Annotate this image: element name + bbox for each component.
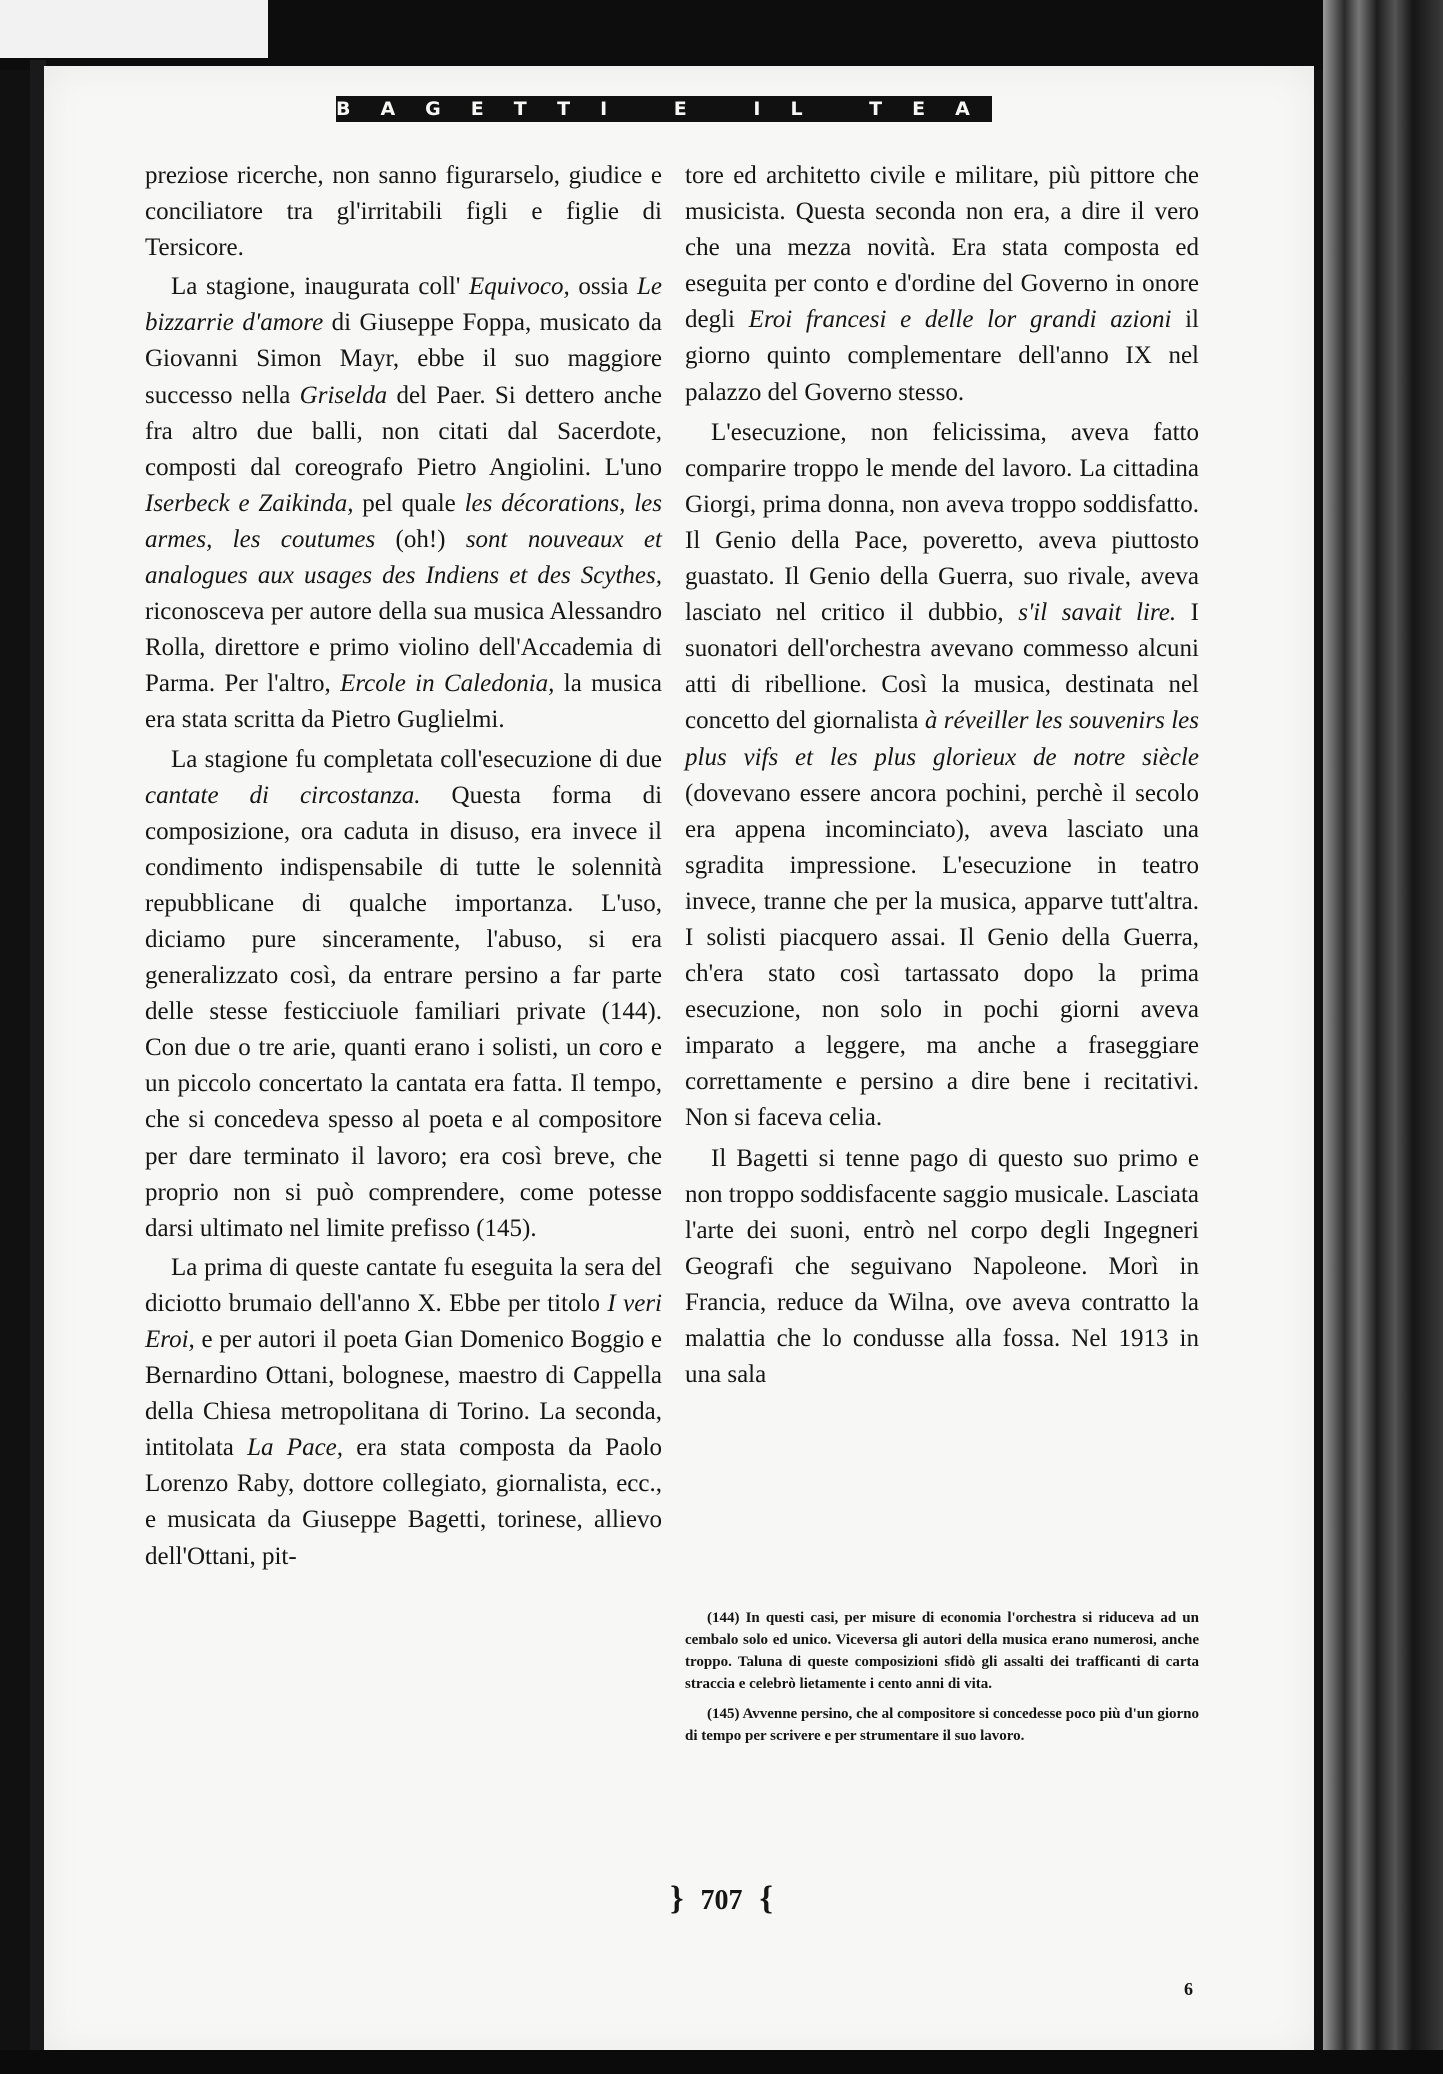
right-column: [685, 158, 1199, 1393]
paragraph: [145, 269, 662, 738]
text-run: tore ed architetto civile e militare, più pittore che musicista. Questa seconda non era, a dire il vero che una mezza novità. Era stata composta ed eseguita per conto e d'ordine del Governo in onore degli: [685, 162, 1199, 334]
italic-text: à réveiller les souvenirs les plus vifs et les plus glorieux de notre siècle: [685, 707, 1199, 771]
text-run: La prima di queste cantate fu eseguita la sera del diciotto brumaio dell'anno X. Ebbe per titolo: [145, 1253, 662, 1317]
paragraph: Il Bagetti si tenne pago di questo suo primo e non troppo soddisfacente saggio musicale. Lasciata l'arte dei suoni, entrò nel corpo degli Ingegneri Geografi che seguivano Napoleone. Morì in Francia, reduce da Wilna, ove aveva contratto la malattia che lo condusse alla fossa. Nel 1913 in una sala: [685, 1144, 1199, 1389]
book-spine-shadow: [1323, 0, 1443, 2074]
italic-text: Ercole in Caledonia,: [340, 670, 555, 698]
paragraph: [145, 742, 662, 1247]
page-folio: [0, 1880, 1443, 1918]
paragraph: [685, 158, 1199, 411]
text-run: L'esecuzione, non felicissima, aveva fatto comparire troppo le mende del lavoro. La cittadina Giorgi, prima donna, non aveva troppo soddisfatto. Il Genio della Pace, poveretto, aveva piuttosto guastato. Il Genio della Guerra, suo rivale, aveva lasciato nel critico il dubbio,: [685, 418, 1199, 627]
text-run: il giorno quinto complementare dell'anno IX nel palazzo del Governo stesso.: [685, 306, 1199, 406]
text-run: (dovevano essere ancora pochini, perchè il secolo era appena incominciato), aveva lasciato una sgradita impressione. L'esecuzione in teatro invece, tranne che per la musica, apparve tutt'altra. I solisti piacquero assai. Il Genio della Guerra, ch'era stato così tartassato dopo la prima esecuzione, non solo in pochi giorni aveva imparato a leggere, ma anche a fraseggiare correttamente e persino a dire bene i recitativi. Non si faceva celia.: [685, 779, 1199, 1132]
italic-text: Equivoco,: [469, 273, 570, 301]
footnote: (144) In questi casi, per misure di economia l'orchestra si riduceva ad un cembalo solo ed unico. Viceversa gli autori della musica erano numerosi, anche troppo. Taluna di queste composizioni sfidò gli assalti dei trafficanti di carta straccia e celebrò lietamente i cento anni di vita.: [685, 1610, 1199, 1692]
scan-background-bottom: [0, 2050, 1443, 2074]
italic-text: Eroi francesi e delle lor grandi azioni: [748, 306, 1172, 334]
text-run: riconosceva per autore della sua musica Alessandro Rolla, direttore e primo violino dell'Accademia di Parma. Per l'altro,: [145, 598, 662, 698]
left-column: [145, 158, 662, 1575]
text-run: I suonatori dell'orchestra avevano commesso alcuni atti di ribellione. Così la musica, destinata nel concetto del giornalista: [685, 599, 1199, 735]
italic-text: cantate di circostanza.: [145, 781, 421, 809]
text-run: di Giuseppe Foppa, musicato da Giovanni Simon Mayr, ebbe il suo maggiore successo nella: [145, 309, 662, 409]
footnote: (145) Avvenne persino, che al compositore si concedesse poco più d'un giorno di tempo per scrivere e per strumentare il suo lavoro.: [685, 1706, 1199, 1744]
text-run: era stata composta da Paolo Lorenzo Raby, dottore collegiato, giornalista, ecc., e musicata da Giuseppe Bagetti, torinese, allievo dell'Ottani, pit-: [145, 1434, 663, 1570]
italic-text: I veri Eroi,: [145, 1289, 662, 1353]
text-run: (oh!): [375, 525, 466, 553]
italic-text: les décorations, les armes, les coutumes: [145, 489, 663, 553]
text-run: La stagione, inaugurata coll': [171, 273, 470, 301]
footnotes: [685, 1607, 1199, 1755]
running-head: BAGETTI E IL TEATRO: [336, 98, 1133, 120]
text-run: pel quale: [353, 489, 465, 517]
italic-text: La Pace,: [247, 1434, 344, 1462]
signature-mark: 6: [1184, 1979, 1193, 1999]
text-run: e per autori il poeta Gian Domenico Boggio e Bernardino Ottani, bolognese, maestro di Cappella della Chiesa metropolitana di Torino. La seconda, intitolata: [145, 1326, 662, 1462]
paragraph: [685, 415, 1199, 1137]
text-run: la musica era stata scritta da Pietro Guglielmi.: [145, 670, 662, 734]
italic-text: Griselda: [299, 381, 388, 409]
italic-text: Iserbeck e Zaikinda,: [145, 489, 354, 517]
folio-ornament-left: }: [670, 1880, 684, 1917]
italic-text: s'il savait lire.: [1018, 599, 1177, 627]
text-run: del Paer. Si dettero anche fra altro due balli, non citati dal Sacerdote, composti dal coreografo Pietro Angiolini. L'uno: [145, 381, 662, 481]
paragraph: [145, 1250, 662, 1575]
italic-text: sont nouveaux et analogues aux usages des Indiens et des Scythes,: [145, 525, 662, 590]
italic-text: Le bizzarrie d'amore: [145, 273, 662, 337]
text-run: Questa forma di composizione, ora caduta in disuso, era invece il condimento indispensabile di tutte le solennità repubblicane di qualche importanza. L'uso, diciamo pure sinceramente, l'abuso, si era generalizzato così, da entrare persino a far parte delle stesse festicciuole familiari private (144). Con due o tre arie, quanti erano i solisti, un coro e un piccolo concertato la cantata era fatta. Il tempo, che si concedeva spesso al poeta e al compositore per dare terminato il lavoro; era così breve, che proprio non si può comprendere, come potesse darsi ultimato nel limite prefisso (145).: [145, 781, 663, 1242]
scan-background-corner: [0, 0, 268, 58]
text-run: ossia: [569, 273, 637, 301]
paragraph: preziose ricerche, non sanno figurarselo, giudice e conciliatore tra gl'irritabili figli e figlie di Tersicore.: [145, 162, 662, 262]
page-number: 707: [700, 1885, 743, 1916]
text-run: La stagione fu completata coll'esecuzione di due: [171, 745, 662, 773]
folio-ornament-right: {: [759, 1880, 773, 1917]
